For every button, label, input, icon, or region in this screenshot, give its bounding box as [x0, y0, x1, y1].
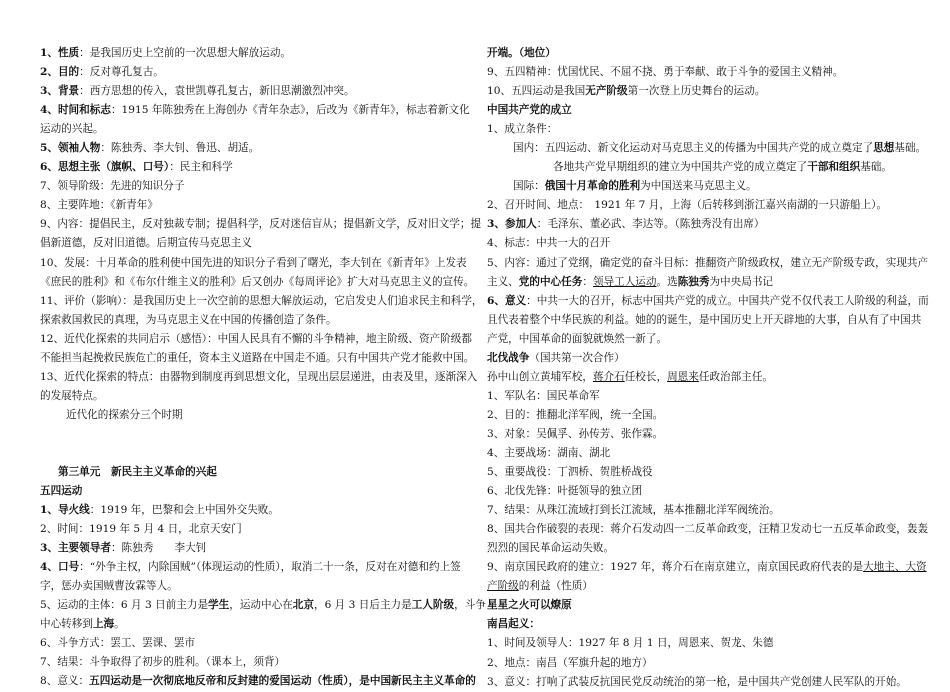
party-content-cont: 主义、党的中心任务：领导工人运动。选陈独秀为中央局书记	[487, 275, 774, 288]
section-may-fourth: 五四运动	[40, 484, 83, 497]
item-content-cont: 倡新道德，反对旧道德。后期宣传马克思主义	[40, 237, 252, 250]
north-purpose: 2、目的：推翻北洋军阀，统一全国。	[487, 408, 664, 421]
may-fourth-trigger: 1、导火线：1919 年，巴黎和会上中国外交失败。	[40, 504, 279, 517]
may-fourth-methods: 6、斗争方式：罢工、罢课、罢市	[40, 637, 196, 650]
item-content: 9、内容：提倡民主，反对独裁专制；提倡科学，反对迷信盲从；提倡新文学，反对旧文学；提	[40, 218, 482, 231]
north-split-cont: 烈烈的国民革命运动失败。	[487, 542, 615, 555]
may-fourth-slogan-cont: 字，惩办卖国贼曹汝霖等人。	[40, 580, 178, 593]
item-time-sign: 4、时间和标志：1915 年陈独秀在上海创办《青年杂志》，后改为《新青年》，标志着新文化	[40, 104, 470, 117]
section-nanchang: 南昌起义：	[487, 618, 540, 631]
may-fourth-spirit: 9、五四精神：忧国忧民、不屈不挠、勇于奉献、敢于斗争的爱国主义精神。	[487, 66, 844, 79]
item-features-cont: 的发展特点。	[40, 389, 104, 402]
spacer	[40, 444, 460, 463]
section-single-spark: 星星之火可以燎原	[487, 599, 572, 612]
party-domestic: 国内：五四运动、新文化运动对马克思主义的传播为中国共产党的成立奠定了思想基础。	[513, 142, 927, 155]
party-sign: 4、标志：中共一大的召开	[487, 237, 611, 250]
north-targets: 3、对象：吴佩孚、孙传芳、张作霖。	[487, 427, 664, 440]
may-fourth-slogan: 4、口号：“外争主权，内除国贼”（体现运动的性质），取消二十一条，反对在对德和约上签	[40, 561, 461, 574]
left-column	[40, 44, 486, 692]
right-column	[487, 44, 929, 692]
may-fourth-significance: 8、意义：五四运动是一次彻底地反帝和反封建的爱国运动（性质），是中国新民主主义革命的	[40, 675, 476, 688]
item-purpose: 2、目的：反对尊孔复古。	[40, 66, 164, 79]
item-enlightenment-cont: 不能担当起挽救民族危亡的重任，资本主义道路在中国走不通。只有中国共产党才能救中国。	[40, 351, 475, 364]
may-fourth-time: 2、时间：1919 年 5 月 4 日，北京天安门	[40, 523, 242, 536]
whampoa: 孙中山创立黄埔军校，蒋介石任校长，周恩来任政治部主任。	[487, 370, 774, 383]
item-development: 10、发展：十月革命的胜利使中国先进的知识分子看到了曙光，李大钊在《新青年》上发表	[40, 256, 467, 269]
item-time-sign-cont: 运动的兴起。	[40, 123, 104, 136]
item-features: 13、近代化探索的特点：由器物到制度再到思想文化，呈现出层层递进，由表及里，逐渐深入	[40, 370, 478, 383]
party-conditions: 1、成立条件：	[487, 123, 558, 136]
item-nature: 1、性质：是我国历史上空前的一次思想大解放运动。	[40, 47, 292, 59]
party-attendees: 3、参加人：毛泽东、董必武、李达等。（陈独秀没有出席）	[487, 218, 765, 231]
item-front: 8、主要阵地：《新青年》	[40, 199, 158, 212]
item-ideas: 6、思想主张（旗帜、口号）：民主和科学	[40, 161, 233, 174]
north-army: 1、军队名：国民革命军	[487, 389, 600, 402]
section-party-founding: 中国共产党的成立	[487, 104, 572, 117]
item-enlightenment: 12、近代化探索的共同启示（感悟）：中国人民具有不懈的斗争精神，地主阶级、资产阶级都	[40, 332, 472, 345]
may-fourth-leaders: 3、主要领导者：陈独秀 李大钊	[40, 542, 207, 555]
nanjing-government: 9、南京国民政府的建立：1927 年，蒋介石在南京建立，南京国民政府代表的是大地主、大资	[487, 561, 927, 574]
item-background: 3、背景：西方思想的传入，袁世凯尊孔复古，新旧思潮激烈冲突。	[40, 85, 355, 98]
north-battles: 5、重要战役：丁泗桥、贺胜桥战役	[487, 466, 653, 479]
party-significance-cont: 且代表着整个中华民族的利益。她的的诞生，是中国历史上开天辟地的大事，自从有了中国共	[487, 313, 922, 326]
item-class: 7、领导阶级：先进的知识分子	[40, 180, 185, 193]
unit-title: 第三单元 新民主主义革命的兴起	[58, 465, 217, 478]
may-fourth-result: 7、结果：斗争取得了初步的胜利。（课本上，须背）	[40, 656, 286, 669]
may-fourth-proletariat: 10、五四运动是我国无产阶级第一次登上历史舞台的运动。	[487, 85, 766, 98]
item-evaluation-cont: 探索救国救民的真理，为马克思主义在中国的传播创造了条件。	[40, 313, 337, 326]
item-development-cont: 《庶民的胜利》和《布尔什维主义的胜利》后又创办《每周评论》扩大对马克思主义的宣传。	[40, 275, 475, 288]
party-significance-cont2: 产党，中国革命的面貌就焕然一新了。	[487, 332, 668, 345]
party-international: 国际：俄国十月革命的胜利为中国送来马克思主义。	[513, 180, 757, 193]
item-evaluation: 11、评价（影响）：是我国历史上一次空前的思想大解放运动，它启发史人们追求民主和科学，	[40, 294, 483, 307]
north-result: 7、结果：从珠江流域打到长江流域，基本推翻北洋军阀统治。	[487, 504, 780, 517]
party-time-place: 2、召开时间、地点： 1921 年 7 月，上海（后转移到浙江嘉兴南湖的一只游船上）。	[487, 199, 888, 212]
nanchang-significance: 3、意义：打响了武装反抗国民党反动统治的第一枪，是中国共产党创建人民军队的开始。	[487, 675, 907, 688]
party-significance: 6、意义：中共一大的召开，标志中国共产党的成立。中国共产党不仅代表工人阶级的利益，而	[487, 294, 929, 307]
nanjing-government-cont: 产阶级的利益（性质）	[487, 580, 593, 593]
item-leaders: 5、领袖人物：陈独秀、李大钊、鲁迅、胡适。	[40, 142, 260, 155]
may-fourth-subject-cont: 中心转移到上海。	[40, 618, 125, 631]
north-vanguard: 6、北伐先锋：叶挺领导的独立团	[487, 485, 643, 498]
item-three-periods: 近代化的探索分三个时期	[66, 408, 183, 421]
section-northern-expedition: 北伐战争（国共第一次合作）	[487, 351, 625, 364]
spacer	[40, 425, 460, 444]
party-organization: 各地共产党早期组织的建立为中国共产党的成立奠定了干部和组织基础。	[553, 161, 892, 174]
nanchang-place: 2、地点：南昌（军旗升起的地方）	[487, 656, 653, 669]
may-fourth-subject: 5、运动的主体：6 月 3 日前主力是学生，运动中心在北京，6 月 3 日后主力是工人阶级，斗争	[40, 599, 486, 612]
party-content: 5、内容：通过了党纲，确定党的奋斗目标：推翻资产阶级政权，建立无产阶级专政，实现共产	[487, 256, 929, 269]
north-split: 8、国共合作破裂的表现：蒋介石发动四一二反革命政变，汪精卫发动七一五反革命政变，轰轰	[487, 523, 929, 536]
north-battlefields: 4、主要战场：湖南、湖北	[487, 446, 611, 459]
nanchang-time: 1、时间及领导人：1927 年 8 月 1 日，周恩来、贺龙、朱德	[487, 637, 774, 650]
may-fourth-significance-cont: 开端。（地位）	[487, 47, 556, 59]
